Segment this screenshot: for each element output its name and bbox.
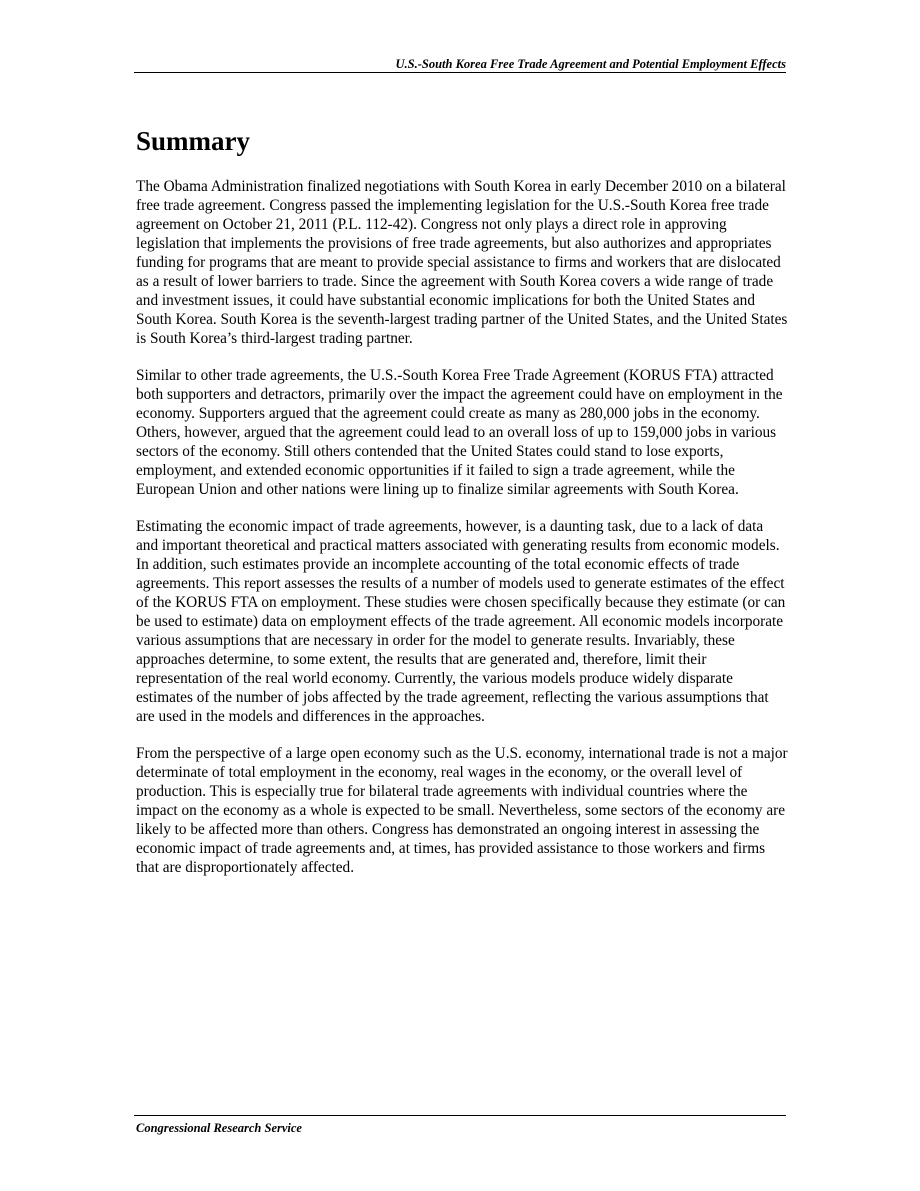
paragraph-2: Similar to other trade agreements, the U.S.-South Korea Free Trade Agreement (KORUS FTA) attracted both supporters and detractors, primarily over the impact the agreement could have on employment in the economy. Supporters argued that the agreement could create as many as 280,000 jobs in the economy. Others, however, argued that the agreement could lead to an overall loss of up to 159,000 jobs in various sectors of the economy. Still others contended that the United States could stand to lose exports, employment, and extended economic opportunities if it failed to sign a trade agreement, while the European Union and other nations were lining up to finalize similar agreements with South Korea. [136, 367, 783, 498]
page-title: Summary [136, 126, 250, 156]
header-rule [134, 72, 786, 73]
paragraph-1: The Obama Administration finalized negotiations with South Korea in early December 2010 on a bilateral free trade agreement. Congress passed the implementing legislation for the U.S.-South Korea free trade agreement on October 21, 2011 (P.L. 112-42). Congress not only plays a direct role in approving legislation that implements the provisions of free trade agreements, but also authorizes and appropriates funding for programs that are meant to provide special assistance to firms and workers that are dislocated as a result of lower barriers to trade. Since the agreement with South Korea covers a wide range of trade and investment issues, it could have substantial economic implications for both the United States and South Korea. South Korea is the seventh-largest trading partner of the United States, and the United States is South Korea’s third-largest trading partner. [136, 178, 788, 347]
paragraph-4: From the perspective of a large open economy such as the U.S. economy, international trade is not a major determinate of total employment in the economy, real wages in the economy, or the overall level of production. This is especially true for bilateral trade agreements with individual countries where the impact on the economy as a whole is expected to be small. Nevertheless, some sectors of the economy are likely to be affected more than others. Congress has demonstrated an ongoing interest in assessing the economic impact of trade agreements and, at times, has provided assistance to those workers and firms that are disproportionately affected. [136, 745, 788, 876]
running-header: U.S.-South Korea Free Trade Agreement and Potential Employment Effects [395, 57, 786, 71]
paragraph-3: Estimating the economic impact of trade agreements, however, is a daunting task, due to a lack of data and important theoretical and practical matters associated with generating results from economic models. In addition, such estimates provide an incomplete accounting of the total economic effects of trade agreements. This report assesses the results of a number of models used to generate estimates of the effect of the KORUS FTA on employment. These studies were chosen specifically because they estimate (or can be used to estimate) data on employment effects of the trade agreement. All economic models incorporate various assumptions that are necessary in order for the model to generate results. Invariably, these approaches determine, to some extent, the results that are generated and, therefore, limit their representation of the real world economy. Currently, the various models produce widely disparate estimates of the number of jobs affected by the trade agreement, reflecting the various assumptions that are used in the models and differences in the approaches. [136, 518, 786, 725]
footer-rule [134, 1115, 786, 1116]
running-footer: Congressional Research Service [136, 1121, 302, 1135]
summary-body [136, 177, 788, 895]
